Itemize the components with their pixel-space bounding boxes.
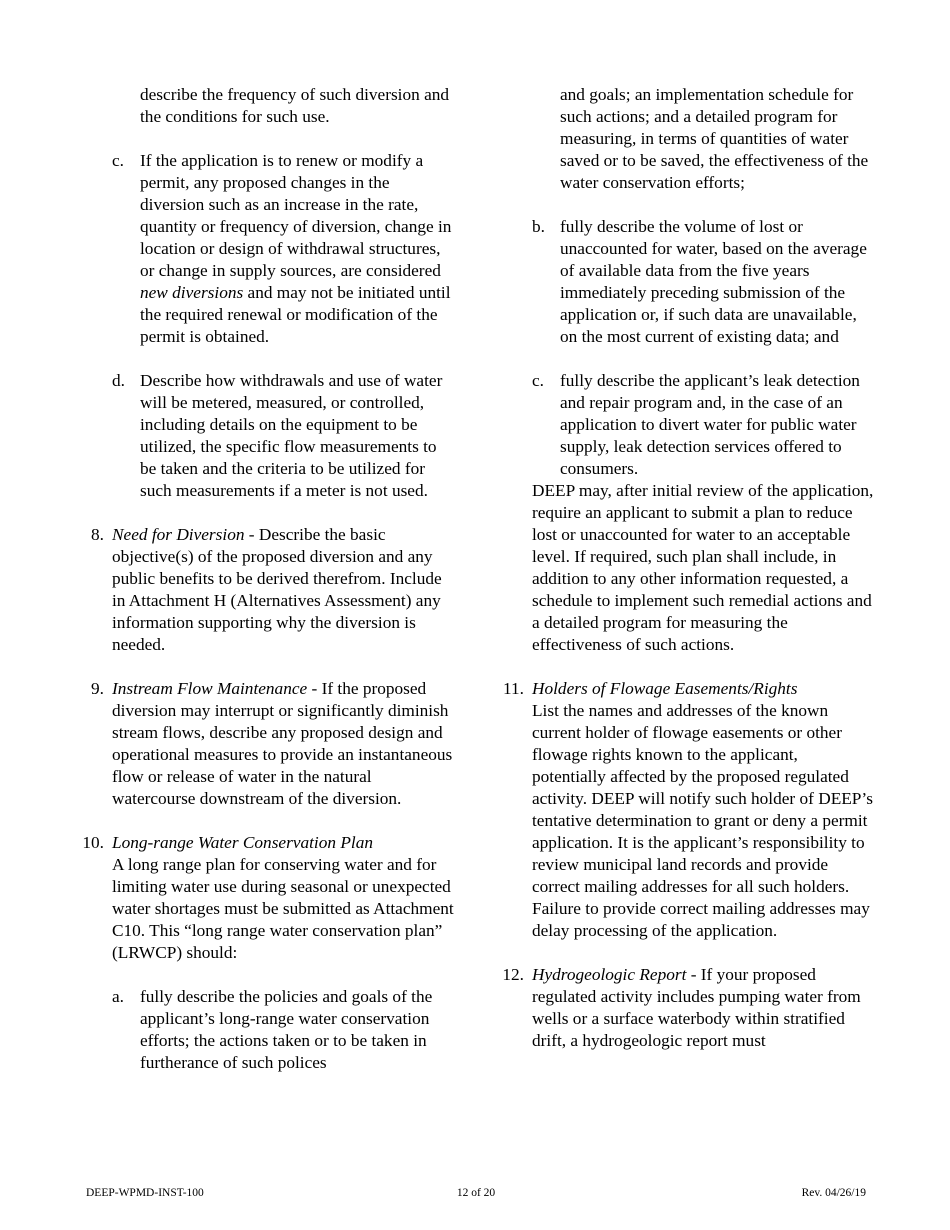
list-item-text: fully describe the volume of lost or unaccounted for water, based on the average of available data from the five years immediately preceding submission of the application or, if such data are unavailable, on the most current of existing data; and [560,217,867,346]
section-text: Hydrogeologic Report - If your proposed regulated activity includes pumping water from wells or a surface waterbody within stratified drift, a hydrogeologic report must [532,965,861,1050]
list-item-text: Describe how withdrawals and use of water will be metered, measured, or controlled, including details on the equipment to be utilized, the specific flow measurements to be taken and the criteria to be utilized for such measurements if a meter is not used. [140,371,443,500]
list-item-a [76,986,456,1074]
section-12 [496,964,876,1052]
section-text: Need for Diversion - Describe the basic objective(s) of the proposed diversion and any public benefits to be derived therefrom. Include in Attachment H (Alternatives Assessment) any information supporting why the diversion is needed. [112,525,442,654]
section-text: Instream Flow Maintenance - If the proposed diversion may interrupt or significantly diminish stream flows, describe any proposed design and operational measures to provide an instantaneous flow or release of water in the natural watercourse downstream of the diversion. [112,679,453,808]
list-item-text: fully describe the policies and goals of the applicant’s long-range water conservation efforts; the actions taken or to be taken in furtherance of such polices [140,987,433,1072]
section-title: Holders of Flowage Easements/Rights [532,679,798,698]
section-title: Instream Flow Maintenance [112,679,308,698]
section-10 [76,832,456,854]
right-column [496,84,876,1052]
section-number: 8. [91,525,104,544]
section-8 [76,524,456,656]
section-number: 10. [82,833,104,852]
list-marker: b. [532,217,545,236]
section-number: 11. [503,679,524,698]
continuation-text: and goals; an implementation schedule for such actions; and a detailed program for measuring, in terms of quantities of water saved or to be saved, the effectiveness of the water conservation efforts; [560,85,869,192]
list-item-c [76,150,456,348]
section-10-paragraph: A long range plan for conserving water and for limiting water use during seasonal or unexpected water shortages must be submitted as Attachment C10. This “long range water conservation plan” (LRWCP) should: [112,855,454,962]
section-number: 9. [91,679,104,698]
deep-paragraph: DEEP may, after initial review of the application, require an applicant to submit a plan to reduce lost or unaccounted for water to an acceptable level. If required, such plan shall include, in addition to any other information requested, a schedule to implement such remedial actions and a detailed program for measuring the effectiveness of such actions. [532,481,874,654]
list-marker: c. [112,151,124,170]
list-item-text: If the application is to renew or modify a permit, any proposed changes in the diversion such as an increase in the rate, quantity or frequency of diversion, change in location or design of withdrawal structures, or change in supply sources, are considered new diversions and may not be initiated until the required renewal or modification of the permit is obtained. [140,151,452,346]
list-marker: a. [112,987,124,1006]
page-number: 12 of 20 [456,1187,496,1199]
section-title: Need for Diversion [112,525,245,544]
list-item-text: fully describe the applicant’s leak detection and repair program and, in the case of an application to divert water for public water supply, leak detection services offered to consumers. [560,371,860,478]
list-marker: d. [112,371,125,390]
left-column [76,84,456,1074]
document-id: DEEP-WPMD-INST-100 [86,1187,204,1199]
section-11-paragraph: List the names and addresses of the known current holder of flowage easements or other flowage rights known to the applicant, potentially affected by the proposed regulated activity. DEEP will notify such holder of DEEP’s tentative determination to grant or deny a permit application. It is the applicant’s responsibility to review municipal land records and provide correct mailing addresses for all such holders. Failure to provide correct mailing addresses may delay processing of the application. [532,701,873,940]
revision-date: Rev. 04/26/19 [801,1187,866,1199]
section-number: 12. [502,965,524,984]
list-item-b [496,216,876,348]
section-9 [76,678,456,810]
section-title: Long-range Water Conservation Plan [112,833,373,852]
section-11 [496,678,876,700]
continuation-text: describe the frequency of such diversion and the conditions for such use. [140,85,450,126]
list-item-d [76,370,456,502]
list-marker: c. [532,371,544,390]
list-item-c [496,370,876,480]
section-title: Hydrogeologic Report [532,965,687,984]
